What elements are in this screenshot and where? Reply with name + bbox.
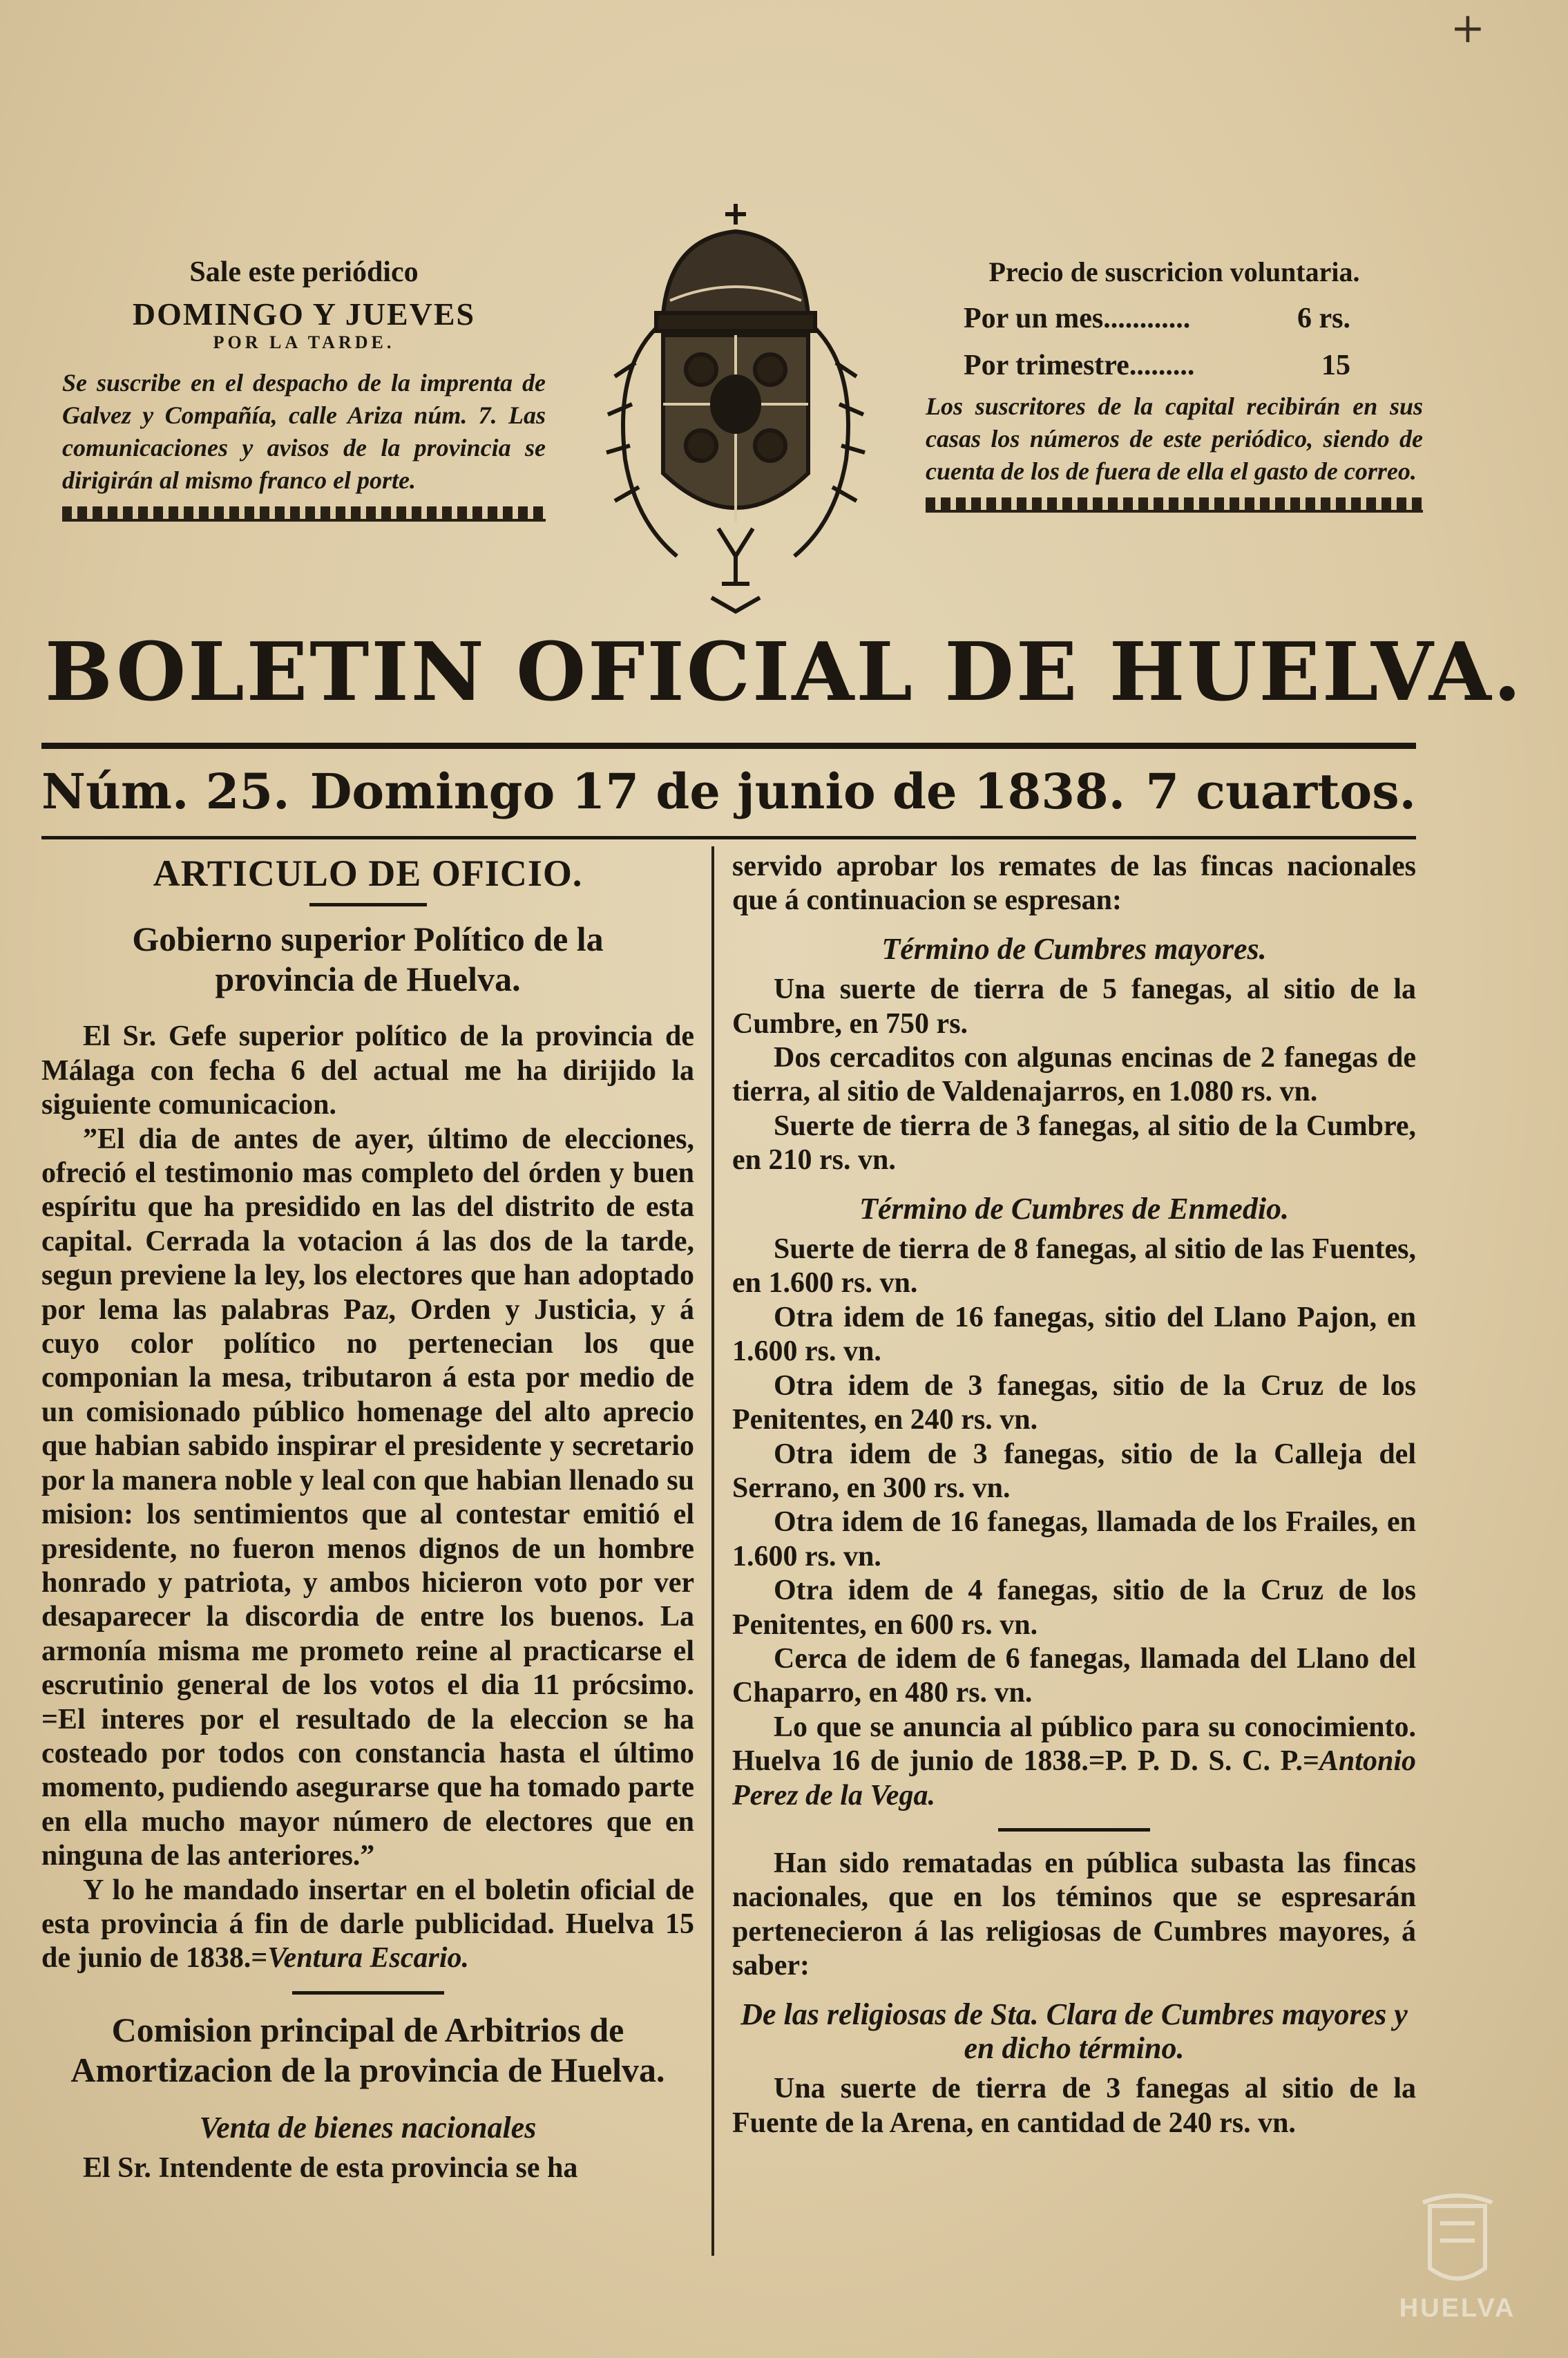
paragraph: Han sido rematadas en pública subasta las fincas nacionales, que en los téminos que se espresarán pertenecieron á las religiosas de Cumbres mayores, á saber: <box>732 1847 1416 1982</box>
commission-title: Comision principal de Arbitrios de Amortizacion de la provincia de Huelva. <box>70 2010 665 2089</box>
list-item: Otra idem de 4 fanegas, sitio de la Cruz de los Penitentes, en 600 rs. vn. <box>732 1575 1416 1641</box>
month-price: 6 rs. <box>1297 303 1350 334</box>
list-item: Otra idem de 3 fanegas, sitio de la Cruz de los Penitentes, en 240 rs. vn. <box>732 1369 1416 1436</box>
margin-note: + <box>1450 4 1485 53</box>
section-rule <box>998 1828 1150 1832</box>
paragraph-text: Y lo he mandado insertar en el boletin oficial de esta provincia á fin de darle publicidad. Huelva 15 de junio de 1838.= <box>41 1874 694 1975</box>
paragraph: El Sr. Intendente de esta provincia se ha <box>83 2152 578 2185</box>
signature: Ventura Escario. <box>267 1942 470 1975</box>
price-row-month <box>964 302 1350 335</box>
delivery-note: Los suscritores de la capital recibirán en sus casas los números de este periódico, siendo de cuenta de los de fuera de ella el gasto de correo. <box>926 392 1423 485</box>
ornamental-border-right <box>926 497 1423 513</box>
section-rule <box>292 1991 444 1995</box>
quarter-price: 15 <box>1321 350 1350 381</box>
quarter-dots: ......... <box>1129 350 1195 381</box>
title-rule <box>41 743 1416 749</box>
royal-crest-icon <box>587 197 884 618</box>
price-row-quarter <box>964 349 1350 382</box>
signature: Antonio Perez de la Vega. <box>732 1745 1416 1812</box>
paragraph <box>41 1874 694 1976</box>
list-item: Cerca de idem de 6 fanegas, llamada del Llano del Chaparro, en 480 rs. vn. <box>732 1642 1416 1709</box>
ornamental-border-left <box>62 506 546 522</box>
term-title: Término de Cumbres de Enmedio. <box>859 1191 1290 1226</box>
archive-watermark <box>1381 2192 1533 2330</box>
list-item: Suerte de tierra de 3 fanegas, al sitio de la Cumbre, en 210 rs. vn. <box>732 1110 1416 1177</box>
quarter-label: Por trimestre <box>964 350 1129 381</box>
paragraph: ”El dia de antes de ayer, último de elecciones, ofreció el testimonio mas completo del órden y buen espíritu que ha presidido en las del distrito de esta capital. Cerrada la votacion á las dos de la tarde, segun previene la ley, los electores que han adoptado por lema las palabras Paz, Orden y Justicia, y á cuyo color político no pertenecian los que componian la mesa, tributaron á esta por medio de un comisionado público homenage del alto aprecio que habian sabido inspirar el presidente y secretario por la manera noble y leal con que habian llenado su mision: los sentimientos que al contestar emitió el presidente, no fueron menos dignos de un hombre honrado y patriota, y ambos hicieron voto por ver desaparecer la discordia de entre los buenos. La armonía misma me prometo reine al practicarse el escrutinio general de los votos el dia 11 prócsimo. =El interes por el resultado de la eleccion se ha costeado por todos con constancia hasta el último momento, pudiendo asegurarse que ha tomado parte en ella mucho mayor número de electores que en ninguna de las anteriores.” <box>41 1123 694 1872</box>
paragraph-text: Lo que se anuncia al público para su conocimiento. Huelva 16 de junio de 1838.=P. P. D. S. C. P.= <box>732 1711 1416 1778</box>
list-item: Otra idem de 16 fanegas, llamada de los Frailes, en 1.600 rs. vn. <box>732 1506 1416 1572</box>
list-item: Una suerte de tierra de 5 fanegas, al sitio de la Cumbre, en 750 rs. <box>732 973 1416 1040</box>
list-item: Suerte de tierra de 8 fanegas, al sitio de las Fuentes, en 1.600 rs. vn. <box>732 1233 1416 1300</box>
subscription-info: Se suscribe en el despacho de la imprenta de Galvez y Compañía, calle Ariza núm. 7. Las comunicaciones y avisos de la provincia se dirigirán al mismo franco el porte. <box>62 369 546 494</box>
list-item: Una suerte de tierra de 3 fanegas al sitio de la Fuente de la Arena, en cantidad de 240 rs. vn. <box>732 2073 1416 2139</box>
term-title: Término de Cumbres mayores. <box>881 931 1267 966</box>
publication-time: POR LA TARDE. <box>213 332 395 352</box>
venta-title: Venta de bienes nacionales <box>199 2110 537 2145</box>
header-right-block <box>926 256 1423 513</box>
right-column <box>732 850 1416 2140</box>
city-crest-icon <box>1381 2192 1533 2296</box>
month-label: Por un mes <box>964 303 1104 334</box>
article-rule <box>309 903 427 906</box>
paragraph: El Sr. Gefe superior político de la provincia de Málaga con fecha 6 del actual me ha dirijido la siguiente comunicacion. <box>41 1020 694 1121</box>
section-title: Gobierno superior Político de la provincia de Huelva. <box>132 920 604 999</box>
issue-number: Núm. 25. <box>41 762 290 820</box>
column-divider <box>711 846 714 2256</box>
list-item: Otra idem de 3 fanegas, sitio de la Calleja del Serrano, en 300 rs. vn. <box>732 1438 1416 1504</box>
issue-price: 7 cuartos. <box>1145 762 1416 820</box>
left-column <box>41 850 694 2186</box>
list-item: Otra idem de 16 fanegas, sitio del Llano Pajon, en 1.600 rs. vn. <box>732 1301 1416 1368</box>
watermark-text: HUELVA <box>1399 2294 1516 2323</box>
issue-date: Domingo 17 de junio de 1838. <box>309 762 1126 820</box>
paragraph: servido aprobar los remates de las fincas nacionales que á continuacion se espresan: <box>732 850 1416 917</box>
publication-days: DOMINGO Y JUEVES <box>132 296 476 332</box>
list-item: Dos cercaditos con algunas encinas de 2 fanegas de tierra, al sitio de Valdenajarros, en 1.080 rs. vn. <box>732 1042 1416 1108</box>
religiosas-title: De las religiosas de Sta. Clara de Cumbres mayores y en dicho término. <box>740 1997 1408 2065</box>
dateline <box>41 750 1416 833</box>
price-heading: Precio de suscricion voluntaria. <box>988 256 1360 287</box>
publication-line: Sale este periódico <box>189 256 419 288</box>
dateline-rule <box>41 836 1416 839</box>
month-dots: ............ <box>1103 303 1191 334</box>
article-title: ARTICULO DE OFICIO. <box>153 853 583 894</box>
header-left-block <box>62 256 546 522</box>
newspaper-title: BOLETIN OFICIAL DE HUELVA. <box>44 625 1524 719</box>
paragraph <box>732 1711 1416 1813</box>
